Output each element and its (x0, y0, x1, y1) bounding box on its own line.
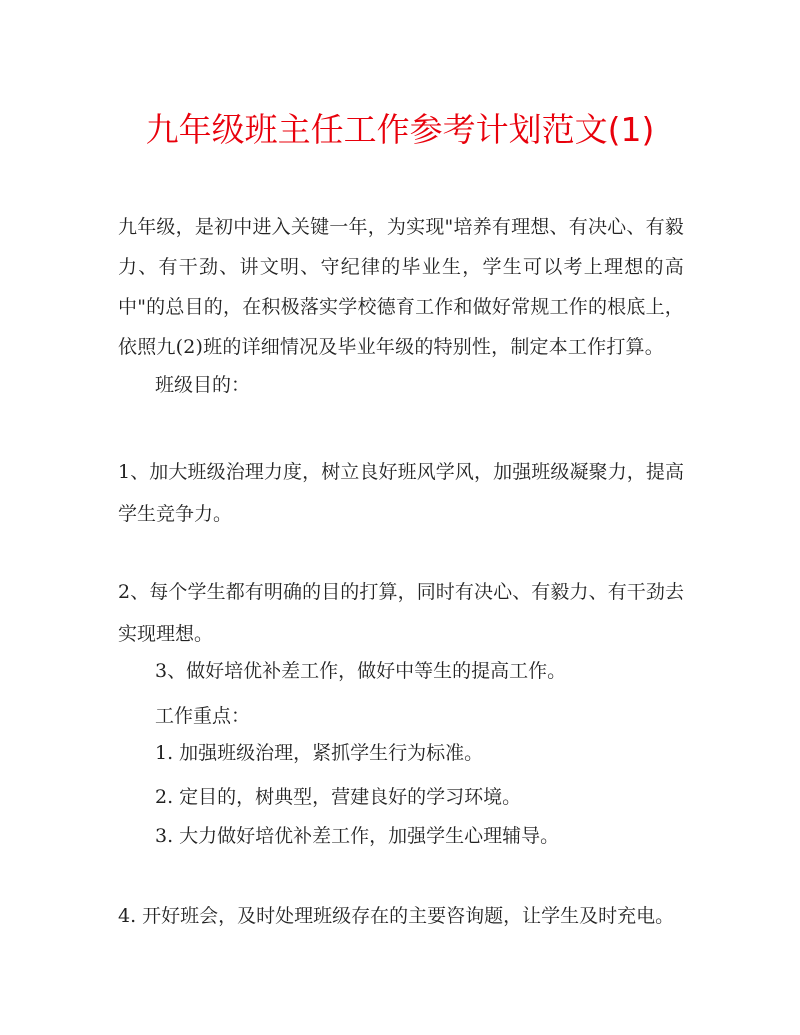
focus-item-2: 2. 定目的，树典型，营建良好的学习环境。 (155, 786, 522, 808)
intro-paragraph: 九年级，是初中进入关键一年，为实现"培养有理想、有决心、有毅力、有干劲、讲文明、守纪律的毕业生，学生可以考上理想的高中"的总目的，在积极落实学校德育工作和做好常规工作的根底上，依照九(2)班的详细情况及毕业年级的特别性，制定本工作打算。 (118, 216, 684, 358)
focus-item-4: 4. 开好班会，及时处理班级存在的主要咨询题，让学生及时充电。 (118, 905, 675, 927)
class-goals-heading: 班级目的： (155, 374, 251, 396)
work-focus-heading: 工作重点： (155, 705, 251, 727)
focus-item-3: 3. 大力做好培优补差工作，加强学生心理辅导。 (155, 825, 560, 847)
goal-item-3: 3、做好培优补差工作，做好中等生的提高工作。 (155, 660, 567, 682)
goal-item-1: 1、加大班级治理力度，树立良好班风学风，加强班级凝聚力，提高学生竞争力。 (118, 461, 684, 525)
goal-item-2: 2、每个学生都有明确的目的打算，同时有决心、有毅力、有干劲去实现理想。 (118, 581, 684, 645)
page-title: 九年级班主任工作参考计划范文(1) (145, 110, 655, 149)
focus-item-1: 1. 加强班级治理，紧抓学生行为标准。 (155, 742, 484, 764)
